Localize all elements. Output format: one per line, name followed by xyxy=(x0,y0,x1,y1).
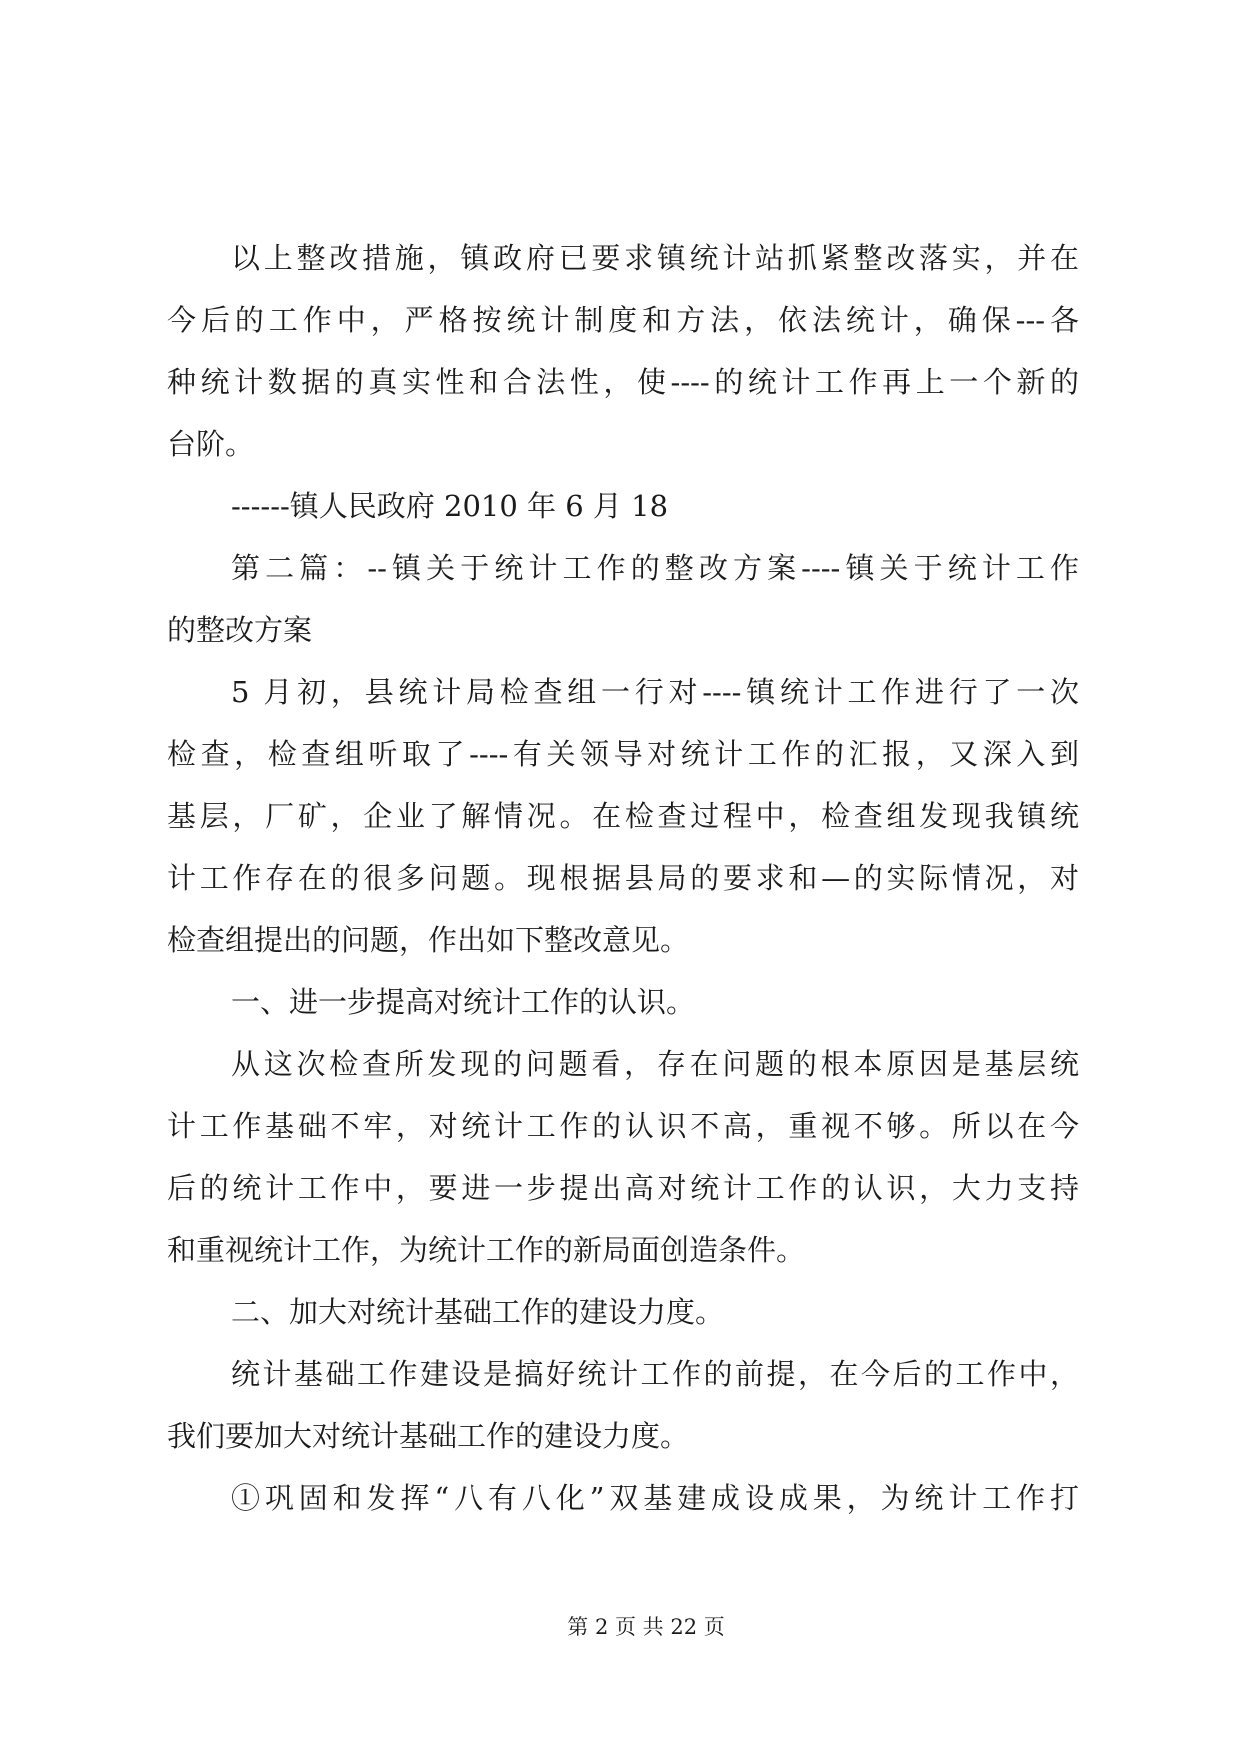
text-line: ①巩固和发挥“八有八化”双基建成设成果，为统计工作打 xyxy=(231,1481,1079,1515)
heading-two xyxy=(167,1281,1079,1343)
text-line: 检查，检查组听取了----有关领导对统计工作的汇报，又深入到 xyxy=(167,737,1079,771)
text-line: 统计基础工作建设是搞好统计工作的前提，在今后的工作中， xyxy=(231,1357,1079,1391)
text-line: 计工作基础不牢，对统计工作的认识不高，重视不够。所以在今 xyxy=(167,1109,1079,1143)
text-line: 以上整改措施，镇政府已要求镇统计站抓紧整改落实，并在 xyxy=(231,241,1079,275)
text-line: 的整改方案 xyxy=(167,613,313,647)
text-line: 基层，厂矿，企业了解情况。在检查过程中，检查组发现我镇统 xyxy=(167,799,1079,833)
section-title xyxy=(167,537,1079,661)
text-line: 一、进一步提高对统计工作的认识。 xyxy=(231,985,696,1019)
text-line: 第二篇：--镇关于统计工作的整改方案----镇关于统计工作 xyxy=(231,551,1079,585)
text-line: 我们要加大对统计基础工作的建设力度。 xyxy=(167,1419,690,1453)
body-paragraph xyxy=(167,1033,1079,1281)
text-line: 5 月初，县统计局检查组一行对----镇统计工作进行了一次 xyxy=(231,675,1079,709)
text-line: 计工作存在的很多问题。现根据县局的要求和—的实际情况，对 xyxy=(167,861,1079,895)
text-line: 和重视统计工作，为统计工作的新局面创造条件。 xyxy=(167,1233,806,1267)
text-line: ------镇人民政府 2010 年 6 月 18 xyxy=(231,489,669,523)
body-text xyxy=(167,227,1079,1529)
signature-line xyxy=(167,475,1079,537)
text-line: 检查组提出的问题，作出如下整改意见。 xyxy=(167,923,690,957)
text-line: 台阶。 xyxy=(167,427,255,461)
closing-paragraph xyxy=(167,227,1079,475)
text-line: 种统计数据的真实性和合法性，使----的统计工作再上一个新的 xyxy=(167,365,1079,399)
intro-paragraph xyxy=(167,661,1079,971)
heading-one xyxy=(167,971,1079,1033)
text-line: 今后的工作中，严格按统计制度和方法，依法统计，确保---各 xyxy=(167,303,1079,337)
page-number-footer: 第 2 页 共 22 页 xyxy=(567,1615,725,1639)
text-line: 二、加大对统计基础工作的建设力度。 xyxy=(231,1295,725,1329)
text-line: 后的统计工作中，要进一步提出高对统计工作的认识，大力支持 xyxy=(167,1171,1079,1205)
list-item xyxy=(167,1467,1079,1529)
text-line: 从这次检查所发现的问题看，存在问题的根本原因是基层统 xyxy=(231,1047,1079,1081)
body-paragraph xyxy=(167,1343,1079,1467)
